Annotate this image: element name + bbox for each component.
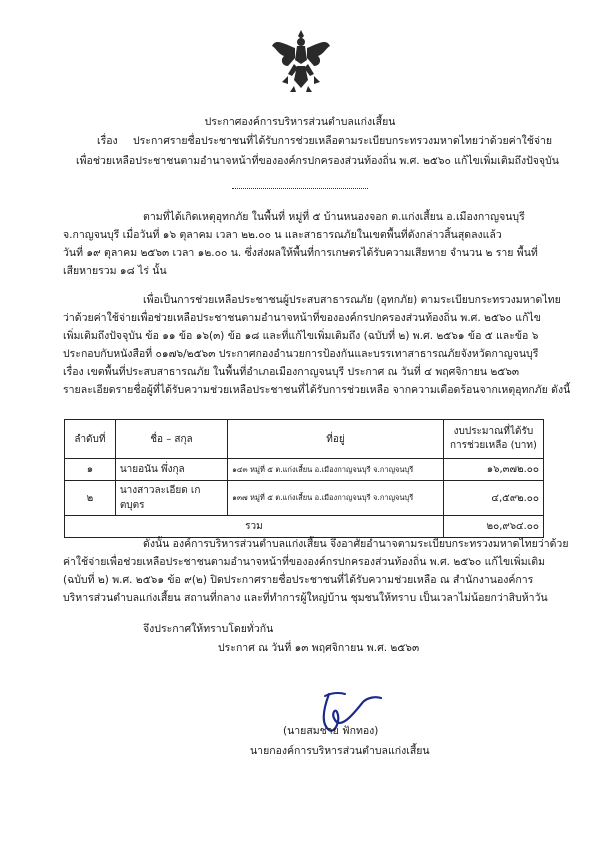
table-header-row xyxy=(65,420,544,459)
table-row xyxy=(65,459,544,481)
para2-line: เพิ่มเติมถึงปัจจุบัน ข้อ ๑๑ ข้อ ๑๖(๓) ข้อ ๑๘ และที่แก้ไขเพิ่มเติมถึง (ฉบับที่ ๒) พ.ศ. ๒๕๖๑ ข้อ ๕ และข้อ ๖ xyxy=(63,330,539,342)
closing-statement: จึงประกาศให้ทราบโดยทั่วกัน xyxy=(143,623,274,635)
col-header-address: ที่อยู่ xyxy=(228,420,444,459)
para3-line: ค่าใช้จ่ายเพื่อช่วยเหลือประชาชนตามอำนาจหน้าที่ขององค์กรปกครองส่วนท้องถิ่น พ.ศ. ๒๕๖๐ แก้ไขเพิ่มเติม xyxy=(63,556,545,568)
garuda-emblem-icon xyxy=(270,28,332,94)
row-name: นายอนัน พึ่งกุล xyxy=(115,459,227,481)
para1-line: วันที่ ๑๙ ตุลาคม ๒๕๖๓ เวลา ๑๒.๐๐ น. ซึ่งส่งผลให้พื้นที่การเกษตรได้รับความเสียหาย จำนวน ๒ ราย พื้นที่ xyxy=(63,247,538,259)
row-no: ๒ xyxy=(65,481,116,516)
table-total-row xyxy=(65,516,544,538)
row-address: ๑๔๓ หมู่ที่ ๕ ต.แก่งเสี้ยน อ.เมืองกาญจนบุรี จ.กาญจนบุรี xyxy=(228,459,444,481)
subject-line-1: ประกาศรายชื่อประชาชนที่ได้รับการช่วยเหลือตามระเบียบกระทรวงมหาดไทยว่าด้วยค่าใช้จ่าย xyxy=(133,135,553,147)
row-name: นางสาวละเอียด เกตบุตร xyxy=(115,481,227,516)
org-title: ประกาศองค์การบริหารส่วนตำบลแก่งเสี้ยน xyxy=(204,116,396,128)
row-address: ๑๓๗ หมู่ที่ ๕ ต.แก่งเสี้ยน อ.เมืองกาญจนบุรี จ.กาญจนบุรี xyxy=(228,481,444,516)
col-header-name: ชื่อ – สกุล xyxy=(115,420,227,459)
total-label: รวม xyxy=(65,516,444,538)
col-header-no: ลำดับที่ xyxy=(65,420,116,459)
para2-line: เพื่อเป็นการช่วยเหลือประชาชนผู้ประสบสาธารณภัย (อุทกภัย) ตามระเบียบกระทรวงมหาดไทย xyxy=(143,294,561,306)
signer-title: นายกองค์การบริหารส่วนตำบลแก่งเสี้ยน xyxy=(250,745,430,757)
para2-line: ประกอบกับหนังสือที่ ๐๑๗๖/๒๕๖๓ ประกาศกองอำนวยการป้องกันและบรรเทาสาธารณภัยจังหวัดกาญจนบุรี xyxy=(63,348,539,360)
row-no: ๑ xyxy=(65,459,116,481)
para2-line: ว่าด้วยค่าใช้จ่ายเพื่อช่วยเหลือประชาชนตามอำนาจหน้าที่ขององค์กรปกครองส่วนท้องถิ่น พ.ศ. ๒๕๖๐ แก้ไข xyxy=(63,312,541,324)
signer-name: (นายสมชาย ฟักทอง) xyxy=(283,725,379,737)
col-header-amount: งบประมาณที่ได้รับ การช่วยเหลือ (บาท) xyxy=(443,420,543,459)
para2-line: เรื่อง เขตพื้นที่ประสบสาธารณภัย ในพื้นที่อำเภอเมืองกาญจนบุรี ประกาศ ณ วันที่ ๔ พฤศจิกายน ๒๕๖๓ xyxy=(63,366,520,378)
recipients-table xyxy=(64,419,544,538)
row-amount: ๑๖,๓๗๒.๐๐ xyxy=(443,459,543,481)
date-line: ประกาศ ณ วันที่ ๑๓ พฤศจิกายน พ.ศ. ๒๕๖๓ xyxy=(218,642,420,654)
para2-line: รายละเอียดรายชื่อผู้ที่ได้รับความช่วยเหลือประชาชนที่ได้รับการช่วยเหลือ จากความเดือดร้อนจากเหตุอุทกภัย ดังนี้ xyxy=(63,384,571,396)
para3-line: ดังนั้น องค์การบริหารส่วนตำบลแก่งเสี้ยน จึงอาศัยอำนาจตามระเบียบกระทรวงมหาดไทยว่าด้วย xyxy=(143,538,569,550)
subject-line-2: เพื่อช่วยเหลือประชาชนตามอำนาจหน้าที่ขององค์กรปกครองส่วนท้องถิ่น พ.ศ. ๒๕๖๐ แก้ไขเพิ่มเติมถึงปัจจุบัน xyxy=(76,155,559,167)
para3-line: บริหารส่วนตำบลแก่งเสี้ยน สถานที่กลาง และที่ทำการผู้ใหญ่บ้าน ชุมชนให้ทราบ เป็นเวลาไม่น้อยกว่าสิบห้าวัน xyxy=(63,592,548,604)
subject-label: เรื่อง xyxy=(97,135,118,147)
para3-line: (ฉบับที่ ๒) พ.ศ. ๒๕๖๑ ข้อ ๙(๒) ปิดประกาศรายชื่อประชาชนที่ได้รับความช่วยเหลือ ณ สำนักงานองค์การ xyxy=(63,574,534,586)
separator-dots xyxy=(232,188,368,189)
total-amount: ๒๐,๙๖๔.๐๐ xyxy=(443,516,543,538)
para1-line: เสียหายรวม ๑๘ ไร่ นั้น xyxy=(63,265,167,277)
table-row xyxy=(65,481,544,516)
row-amount: ๔,๕๙๒.๐๐ xyxy=(443,481,543,516)
para1-line: ตามที่ได้เกิดเหตุอุทกภัย ในพื้นที่ หมู่ที่ ๕ บ้านหนองจอก ต.แก่งเสี้ยน อ.เมืองกาญจนบุรี xyxy=(143,211,525,223)
para1-line: จ.กาญจนบุรี เมื่อวันที่ ๑๖ ตุลาคม เวลา ๒๒.๐๐ น และสาธารณภัยในเขตพื้นที่ดังกล่าวสิ้นสุดลงแล้ว xyxy=(63,229,502,241)
